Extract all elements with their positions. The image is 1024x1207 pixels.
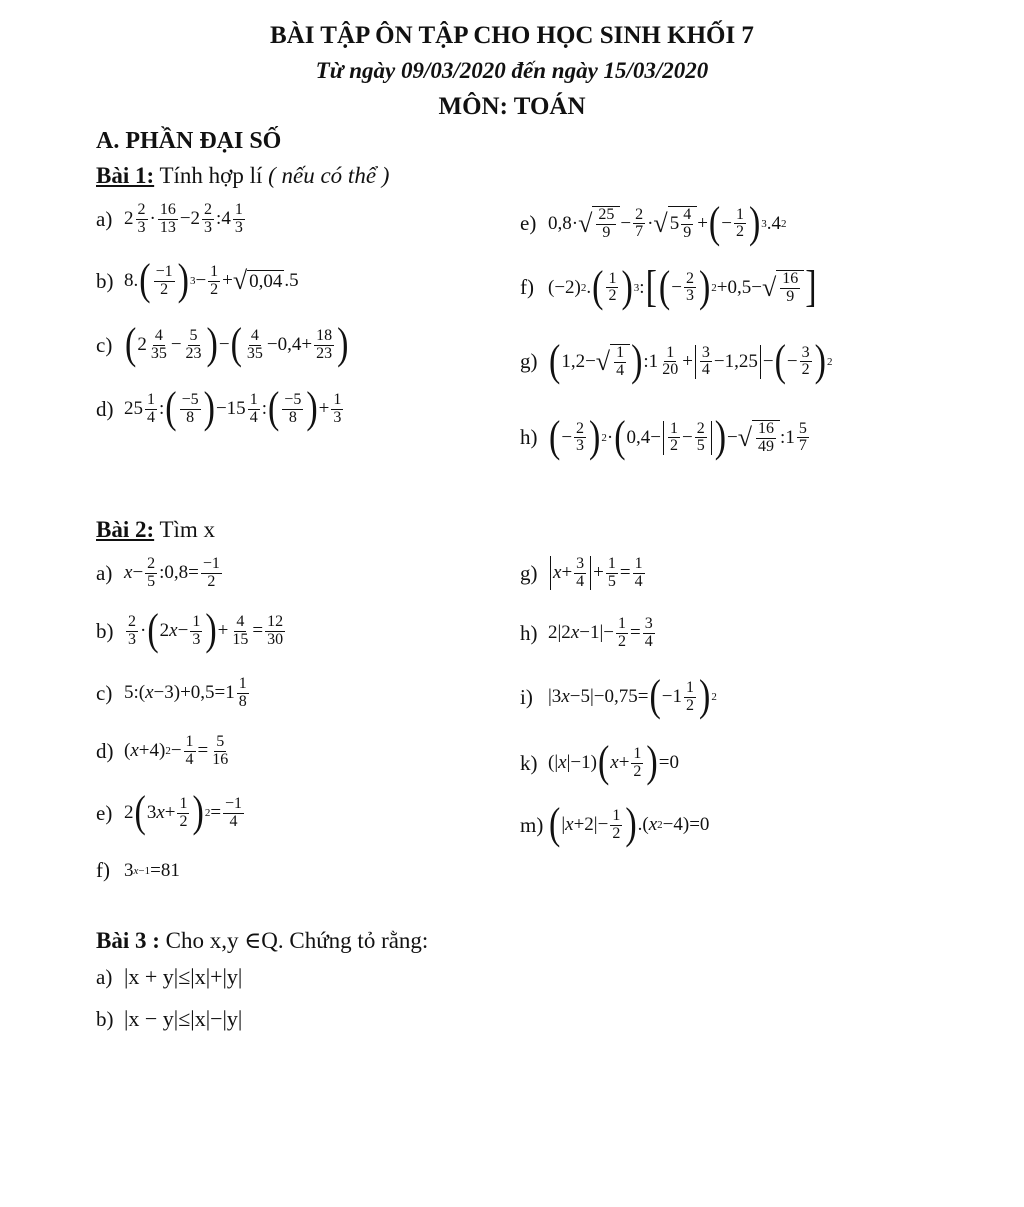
item-label: g)	[520, 560, 538, 585]
ex2-item-g	[520, 556, 647, 591]
exercise-3-heading	[96, 928, 428, 954]
ex1-item-f	[520, 263, 818, 312]
item-label: d)	[96, 738, 114, 763]
expression: (| x |−1) ( x + 1 2 ) =0	[548, 738, 679, 787]
expression: |x + y|≤|x|+|y|	[124, 964, 243, 989]
ex3-item-b	[96, 1006, 242, 1032]
item-label: c)	[96, 680, 113, 705]
ex1-item-g	[520, 337, 833, 386]
expression: |3 x −5|−0,75= ( −1 1 2 ) 2	[548, 672, 717, 721]
item-label: b)	[96, 618, 114, 643]
date-range: Từ ngày 09/03/2020 đến ngày 15/03/2020	[315, 58, 709, 83]
expression: (−2) 2 . ( 1 2 ) 3 : [ ( − 2 3 ) 2 +0,5− √ 16 9 ]	[548, 263, 817, 312]
ex2-item-e	[96, 788, 246, 837]
ex2-item-c	[96, 676, 251, 711]
ex2-item-h	[520, 616, 657, 651]
ex3-item-a	[96, 964, 242, 990]
expression: 2 ( 3 x + 1 2 ) 2 = −1 4	[124, 788, 243, 837]
item-label: h)	[520, 620, 538, 645]
item-label: f)	[96, 858, 110, 882]
item-label: a)	[96, 964, 113, 989]
item-label: d)	[96, 396, 114, 421]
ex1-item-b	[96, 256, 299, 305]
expression: 8. ( −1 2 ) 3 − 1 2 + √ 0,04 .5	[124, 256, 299, 305]
expression: 2 2 3 · 16 13 −2 2 3 :4 1 3	[124, 201, 243, 236]
expression: ( − 2 3 ) 2 · ( 0,4− 1 2 − 2 5 ) − √ 16 49 :1 5 7	[549, 413, 807, 462]
ex1-item-h	[520, 413, 811, 462]
ex2-item-m	[520, 800, 710, 849]
item-label: i)	[520, 684, 533, 709]
item-label: k)	[520, 750, 538, 775]
ex1-item-e	[520, 199, 787, 248]
ex1-item-d	[96, 384, 345, 433]
item-label: g)	[520, 349, 538, 374]
expression: ( 1,2− √ 1 4 ) :1 1 20 + 3 4 −1,25 − ( − 3 2 ) 2	[549, 337, 833, 386]
item-label: e)	[96, 800, 113, 825]
item-label: f)	[520, 275, 534, 300]
page-title: BÀI TẬP ÔN TẬP CHO HỌC SINH KHỐI 7	[270, 22, 754, 49]
item-label: b)	[96, 1006, 114, 1031]
item-label: e)	[520, 211, 537, 236]
exercise-1-text: Tính hợp lí	[154, 163, 269, 188]
ex2-item-d	[96, 734, 232, 769]
expression: x − 2 5 :0,8= −1 2	[124, 555, 220, 590]
subject-label: MÔN: TOÁN	[438, 93, 586, 120]
exercise-2-lead: Bài 2:	[96, 517, 155, 542]
expression: ( x +4) 2 − 1 4 = 5 16	[124, 733, 229, 768]
expression: ( 2 4 35 − 5 23 ) − ( 4 35 −0,4+ 18 23 )	[125, 320, 349, 369]
expression: 3 x−1 =81	[124, 859, 180, 881]
exercise-1-note: ( nếu có thể )	[268, 163, 390, 188]
ex2-item-f	[96, 858, 180, 883]
expression: x + 3 4 + 1 5 = 1 4	[548, 556, 647, 591]
ex2-item-a	[96, 556, 224, 591]
expression: ( | x +2|− 1 2 ) .( x 2 −4)=0	[549, 800, 710, 849]
exercise-1-heading	[96, 163, 389, 189]
item-label: c)	[96, 332, 113, 357]
ex2-item-i	[520, 672, 717, 721]
item-label: a)	[96, 560, 113, 585]
expression: 5:( x −3)+0,5=1 1 8	[124, 675, 247, 710]
expression: 2 3 · ( 2 x − 1 3 ) + 4 15 = 12 30	[128, 606, 284, 655]
ex2-item-k	[520, 738, 679, 787]
expression: |x − y|≤|x|−|y|	[124, 1006, 243, 1031]
item-label: m)	[520, 812, 544, 837]
exercise-3-lead: Bài 3 :	[96, 928, 160, 953]
item-label: h)	[520, 425, 538, 450]
expression: 2|2 x −1|− 1 2 = 3 4	[548, 615, 653, 650]
item-label: b)	[96, 268, 114, 293]
ex1-item-a	[96, 202, 247, 237]
ex1-item-c	[96, 320, 349, 369]
exercise-3-text: Cho x,y ∈Q. Chứng tỏ rằng:	[159, 928, 429, 953]
exercise-2-text: Tìm x	[154, 517, 216, 542]
ex2-item-b	[96, 606, 287, 655]
item-label: a)	[96, 206, 113, 231]
exercise-2-heading	[96, 517, 215, 543]
expression: 25 1 4 : ( −5 8 ) −15 1 4 : ( −5 8 ) + 1 3	[124, 384, 342, 433]
expression: 0,8· √ 25 9 − 2 7 · √ 5 4 9 + ( − 1 2 ) 3 .4 2	[548, 199, 787, 248]
section-algebra: A. PHẦN ĐẠI SỐ	[96, 128, 282, 154]
exercise-1-lead: Bài 1:	[96, 163, 155, 188]
